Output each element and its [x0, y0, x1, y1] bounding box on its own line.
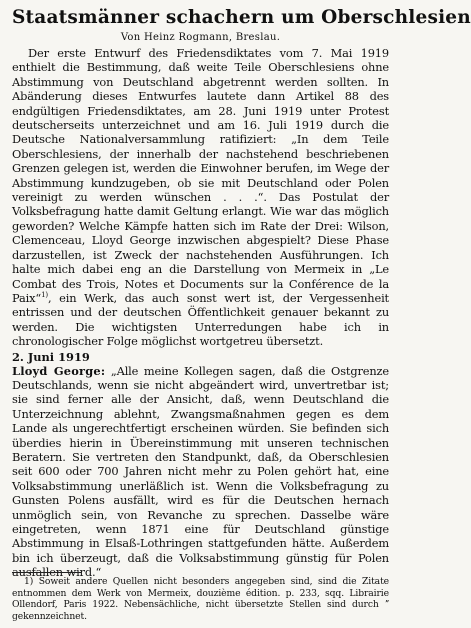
section-date-heading: 2. Juni 1919: [12, 349, 90, 364]
intro-text-part1: Der erste Entwurf des Friedensdiktates vom 7. Mai 1919 enthielt die Bestimmung, daß weite Teile Oberschlesiens ohne Abstimmung von Deutschland abgetrennt werden sollten. In Abänderung dieses Entwurfes lautete dann Artikel 88 des endgültigen Friedensdiktates, am 28. Juni 1919 unter Protest deutscherseits unterzeichnet und am 16. Juli 1919 durch die Deutsche Nationalversammlung ratifiziert: „In dem Teile Oberschlesiens, der innerhalb der nachstehend beschriebenen Grenzen gelegen ist, werden die Einwohner berufen, im Wege der Abstimmung kundzugeben, ob sie mit Deutschland oder Polen vereinigt zu werden wünschen . . .“. Das Postulat der Volksbefragung hatte damit Geltung erlangt. Wie war das möglich geworden? Welche Kämpfe hatten sich im Rate der Drei: Wilson, Clemenceau, Lloyd George inzwischen abgespielt? Diese Phase darzustellen, ist Zweck der nachstehenden Ausführungen. Ich halte mich dabei eng an die Darstellung von Mermeix in „Le Combat des Trois, Notes et Documents sur la Conférence de la Paix“: [12, 46, 389, 305]
footnote-divider: [12, 572, 82, 573]
article-byline: Von Heinz Rogmann, Breslau.: [120, 32, 281, 43]
speech-paragraph: [12, 364, 389, 580]
speaker-name: Lloyd George:: [12, 363, 106, 378]
speech-text: „Alle meine Kollegen sagen, daß die Ostgrenze Deutschlands, wenn sie nicht abgeändert wird, unvertretbar ist; sie sind ferner alle der Ansicht, daß, wenn Deutschland die Unterzeichnung ablehnt, Zwangsmaßnahmen gegen es dem Lande als ungerechtfertigt erscheinen würden. Sie befinden sich überdies hierin in Übereinstimmung mit unseren technischen Beratern. Sie vertreten den Standpunkt, daß, da Oberschlesien seit 600 oder 700 Jahren nicht mehr zu Polen gehört hat, eine Volksabstimmung unerläßlich ist. Wenn die Volksbefragung zu Gunsten Polens ausfällt, wird es für die Deutschen hernach unmöglich sein, von Revanche zu sprechen. Dasselbe wäre eingetreten, wenn 1871 eine für Deutschland günstige Abstimmung in Elsaß-Lothringen stattgefunden hätte. Außerdem bin ich überzeugt, daß die Volksabstimmung günstig für Polen ausfallen wird.“: [12, 363, 389, 580]
article-title: Staatsmänner schachern um Oberschlesien: [12, 7, 471, 28]
intro-paragraph: [12, 46, 389, 349]
footnote-reference[interactable]: 1): [41, 291, 48, 300]
footnote: 1) Soweit andere Quellen nicht besonders angegeben sind, sind die Zitate entnommen dem Werk von Mermeix, douzième édition. p. 233, sqq. Librairie Ollendorf, Paris 1922. Nebensächliche, nicht übersetzte Stellen sind durch ˮ gekennzeichnet.: [12, 576, 389, 622]
intro-text-part2: , ein Werk, das auch sonst wert ist, der Vergessenheit entrissen und der deutschen Öffentlichkeit genauer bekannt zu werden. Die wichtigsten Unterredungen habe ich in chronologischer Folge möglichst wortgetreu übersetzt.: [12, 290, 389, 349]
